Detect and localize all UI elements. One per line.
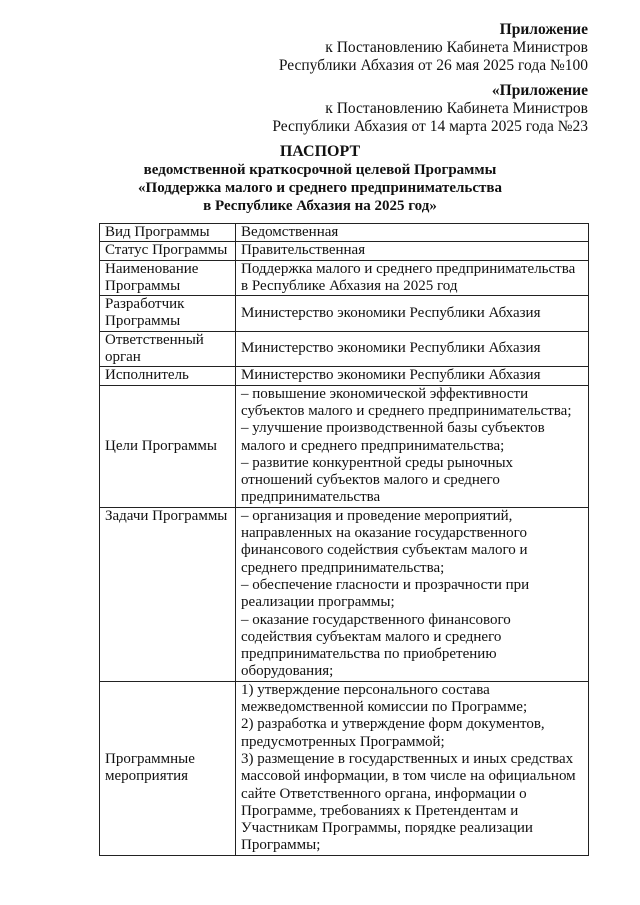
table-row [100, 385, 589, 507]
row-label-line: Ответственный [105, 331, 204, 348]
row-value-line: массовой информации, в том числе на официальном [241, 768, 576, 785]
row-value [236, 260, 589, 296]
row-value-line: среднего предпринимательства; [241, 559, 445, 576]
appendix-line: Республики Абхазия от 26 мая 2025 года №100 [278, 57, 588, 74]
row-value-line: отношений субъектов малого и среднего [241, 472, 500, 489]
row-value-line: направленных на оказание государственного [241, 525, 527, 542]
row-value-line: Министерство экономики Республики Абхазия [241, 340, 541, 357]
row-value-line: – развитие конкурентной среды рыночных [241, 454, 514, 471]
row-label-line: Статус Программы [105, 242, 228, 259]
row-value-line: Министерство экономики Республики Абхазия [241, 367, 541, 384]
row-value-line: предусмотренных Программой; [241, 733, 445, 750]
row-value-line: – обеспечение гласности и прозрачности при [241, 576, 530, 593]
appendix-line: к Постановлению Кабинета Министров [325, 100, 588, 117]
table-row [100, 331, 589, 367]
document-title [0, 143, 640, 215]
row-value-line: 1) утверждение персонального состава [241, 681, 490, 698]
row-value-line: финансового содействия субъектам малого и [241, 542, 528, 559]
row-label-line: Программы [105, 313, 181, 330]
row-label [100, 385, 236, 507]
row-value-line: сайте Ответственного органа, информации о [241, 785, 527, 802]
passport-table [99, 223, 589, 856]
appendix-title: «Приложение [491, 82, 588, 99]
appendix-title: Приложение [499, 21, 588, 38]
appendix-line: к Постановлению Кабинета Министров [325, 39, 588, 56]
row-value-line: Программе, требованиях к Претендентам и [241, 802, 519, 819]
appendix-header [279, 21, 588, 75]
row-value [236, 331, 589, 367]
row-value-line: Поддержка малого и среднего предпринимательства [241, 260, 576, 277]
row-value-line: – улучшение производственной базы субъектов [241, 420, 545, 437]
table-row [100, 681, 589, 855]
title-line: в Республике Абхазия на 2025 год» [203, 198, 437, 214]
row-label [100, 681, 236, 855]
row-value-line: субъектов малого и среднего предпринимательства; [241, 402, 572, 419]
title-main: ПАСПОРТ [279, 143, 361, 160]
row-value [236, 224, 589, 242]
row-label-line: орган [105, 349, 141, 366]
row-value [236, 681, 589, 855]
row-value-line: межведомственной комиссии по Программе; [241, 699, 528, 716]
row-label [100, 260, 236, 296]
row-value-line: предпринимательства [241, 489, 381, 506]
original-appendix-header [272, 82, 588, 136]
table-row [100, 242, 589, 260]
table-row [100, 296, 589, 332]
row-value [236, 296, 589, 332]
row-label-line: Программные [105, 750, 195, 767]
row-value-line: Правительственная [241, 242, 366, 259]
row-value [236, 242, 589, 260]
row-value-line: оборудования; [241, 663, 334, 680]
row-value-line: реализации программы; [241, 594, 395, 611]
row-label-line: Программы [105, 277, 181, 294]
table-row [100, 224, 589, 242]
row-label [100, 224, 236, 242]
row-value-line: содействия субъектам малого и среднего [241, 628, 502, 645]
row-value-line: Программы; [241, 837, 321, 854]
row-label [100, 367, 236, 385]
row-label [100, 507, 236, 681]
row-label [100, 242, 236, 260]
row-value-line: Участникам Программы, порядке реализации [241, 820, 533, 837]
row-label-line: мероприятия [105, 768, 189, 785]
title-line: «Поддержка малого и среднего предпринимательства [138, 180, 502, 196]
row-value-line: 2) разработка и утверждение форм документов, [241, 716, 545, 733]
table-row [100, 507, 589, 681]
row-value-line: малого и среднего предпринимательства; [241, 437, 505, 454]
row-label [100, 331, 236, 367]
row-value [236, 367, 589, 385]
table-row [100, 260, 589, 296]
row-label [100, 296, 236, 332]
table-row [100, 367, 589, 385]
row-value [236, 507, 589, 681]
row-label-line: Наименование [105, 260, 199, 277]
row-label-line: Разработчик [105, 296, 185, 313]
title-line: ведомственной краткосрочной целевой Программы [143, 162, 497, 178]
row-value-line: – оказание государственного финансового [241, 611, 511, 628]
row-value-line: – повышение экономической эффективности [241, 385, 529, 402]
row-value-line: в Республике Абхазия на 2025 год [241, 277, 458, 294]
row-label-line: Цели Программы [105, 437, 217, 454]
row-label-line: Задачи Программы [105, 507, 228, 524]
row-value-line: 3) размещение в государственных и иных средствах [241, 750, 574, 767]
row-value-line: предпринимательства по приобретению [241, 646, 497, 663]
row-label-line: Исполнитель [105, 367, 189, 384]
row-value [236, 385, 589, 507]
row-value-line: Ведомственная [241, 224, 339, 240]
row-label-line: Вид Программы [105, 224, 210, 240]
row-value-line: Министерство экономики Республики Абхазия [241, 304, 541, 321]
appendix-line: Республики Абхазия от 14 марта 2025 года №23 [272, 118, 588, 135]
row-value-line: – организация и проведение мероприятий, [241, 507, 513, 524]
